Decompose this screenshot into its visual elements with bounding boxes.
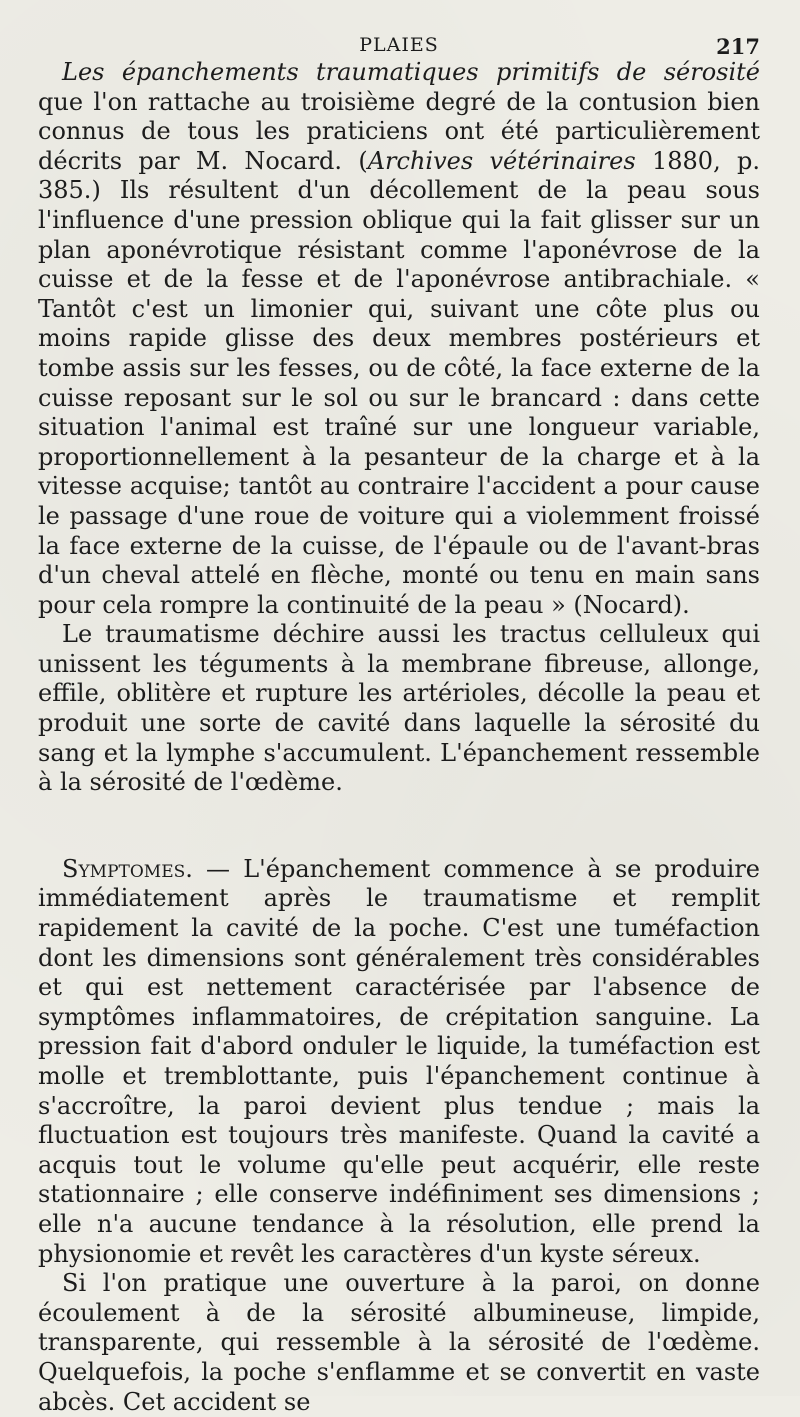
italic-source-title: Archives vétérinaires (367, 146, 636, 175)
page-number: 217 (716, 34, 760, 59)
paragraph-symptoms (38, 855, 760, 1269)
paragraph-traumatic-effusions (38, 58, 760, 620)
paragraph-text: L'épanchement commence à se produire immédiatement après le traumatisme et remplit rapidement la cavité de la poche. C'est une tuméfaction dont les dimensions sont généralement très considérables et qui est nettement caractérisée par l'absence de symptômes inflammatoires, de crépitation sanguine. La pression fait d'abord onduler le liquide, la tuméfaction est molle et tremblottante, puis l'épanchement continue à s'accroître, la paroi devient plus tendue ; mais la fluctuation est toujours très manifeste. Quand la cavité a acquis tout le volume qu'elle peut acquérir, elle reste stationnaire ; elle conserve indéfiniment ses dimensions ; elle n'a aucune tendance à la résolution, elle prend la physionomie et revêt les caractères d'un kyste séreux. (38, 854, 760, 1268)
paragraph-text: que l'on rattache au troisième degré de la contusion bien connus de tous les praticiens ont été particulièrement décrits par M. Nocard. ( (38, 87, 760, 175)
paragraph-text: 1880, p. 385.) Ils résultent d'un décollement de la peau sous l'influence d'une pression oblique qui la fait glisser sur un plan aponévrotique résistant comme l'aponévrose de la cuisse et de la fesse et de l'aponévrose antibrachiale. « Tantôt c'est un limonier qui, suivant une côte plus ou moins rapide glisse des deux membres postérieurs et tombe assis sur les fesses, ou de côté, la face externe de la cuisse reposant sur le sol ou sur le brancard : dans cette situation l'animal est traîné sur une longueur variable, proportionnellement à la pesanteur de la charge et à la vitesse acquise; tantôt au contraire l'accident a pour cause le passage d'une roue de voiture qui a violemment froissé la face externe de la cuisse, de l'épaule ou de l'avant-bras d'un cheval attelé en flèche, monté ou tenu en main sans pour cela rompre la continuité de la peau » (Nocard). (38, 146, 760, 619)
body-text (38, 58, 760, 1417)
running-head (38, 0, 760, 58)
section-gap (38, 798, 760, 855)
paragraph-opening (38, 1269, 760, 1417)
paragraph-trauma-mechanism (38, 620, 760, 798)
paragraph-text: Si l'on pratique une ouverture à la paroi, on donne écoulement à de la sérosité albumineuse, limpide, transparente, qui ressemble à la sérosité de l'œdème. Quelquefois, la poche s'enflamme et se convertit en vaste abcès. Cet accident se (38, 1269, 760, 1416)
italic-lead: Les épanchements traumatiques primitifs de sérosité (62, 58, 760, 86)
paragraph-text: Le traumatisme déchire aussi les tractus celluleux qui unissent les téguments à la membrane fibreuse, allonge, effile, oblitère et rupture les artérioles, décolle la peau et produit une sorte de cavité dans laquelle la sérosité du sang et la lymphe s'accumulent. L'épanchement ressemble à la sérosité de l'œdème. (38, 620, 760, 797)
running-title: PLAIES (359, 34, 439, 56)
section-heading-symptoms: Symptomes. — (62, 854, 231, 883)
